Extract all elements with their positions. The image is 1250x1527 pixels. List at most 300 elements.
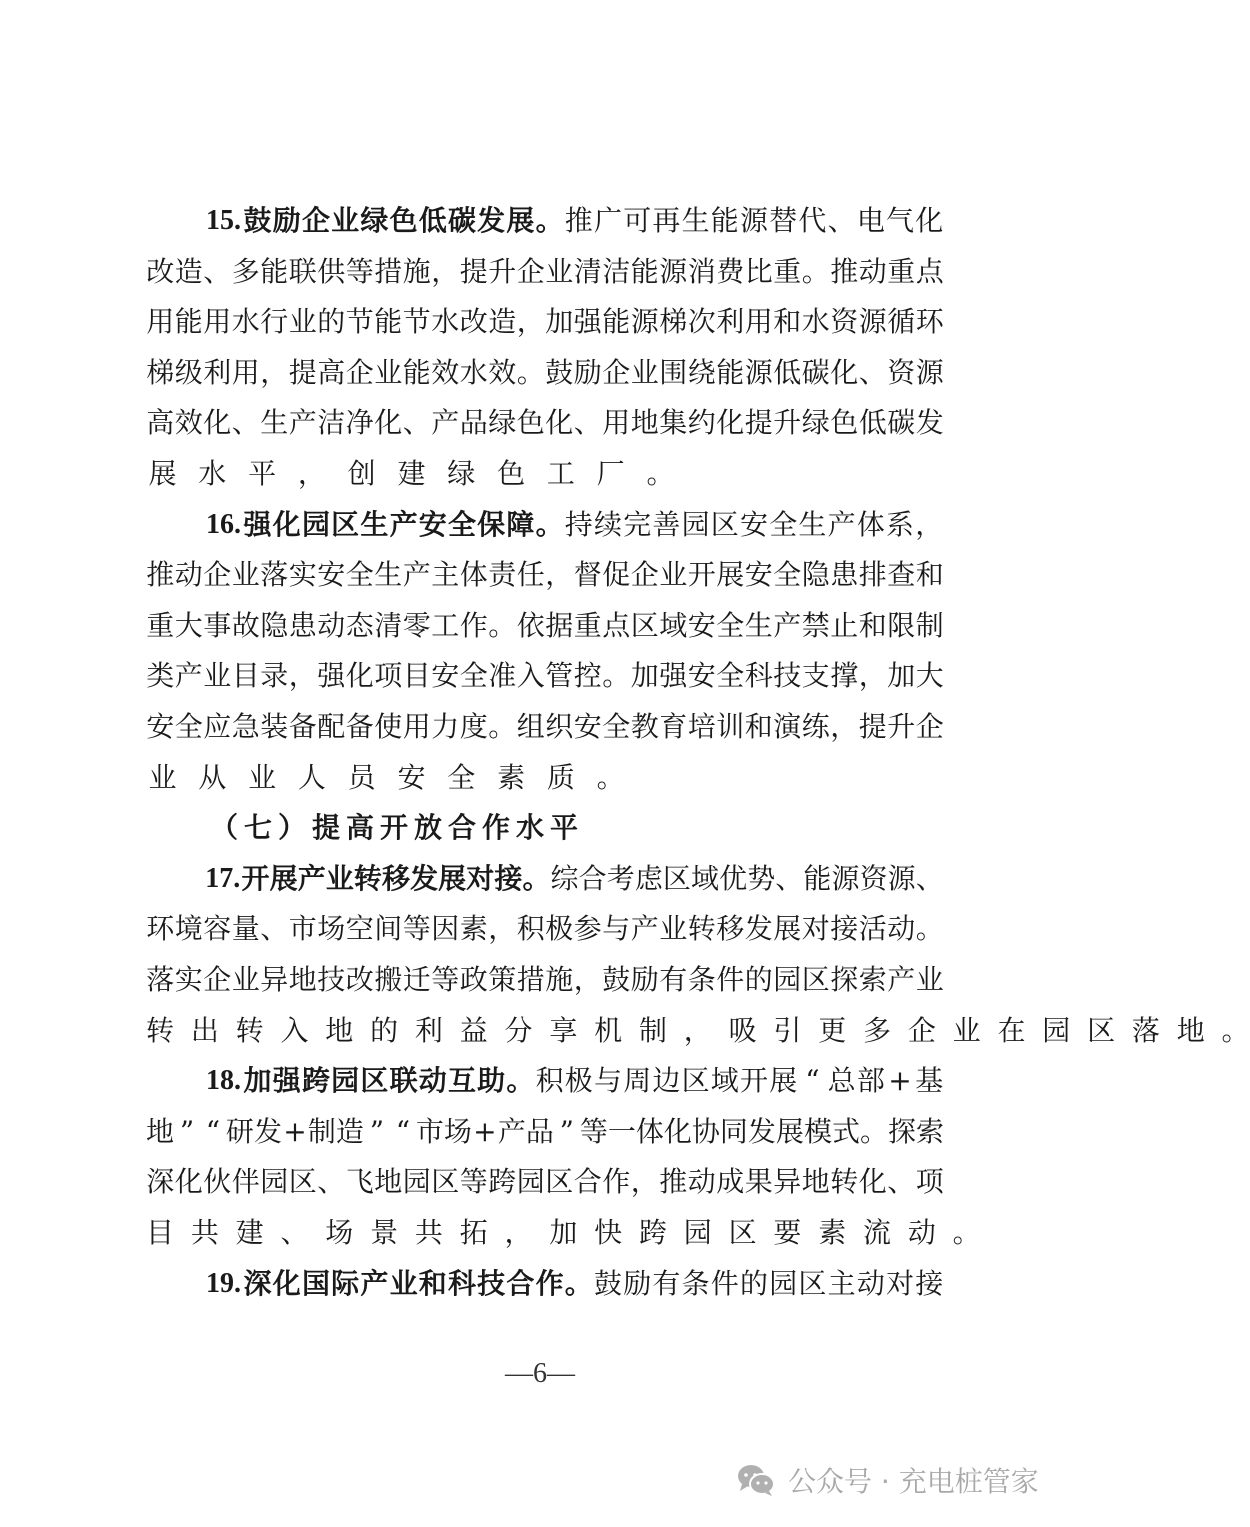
char: 总 [827, 1064, 856, 1098]
char: 备 [288, 710, 317, 743]
char: 气 [886, 204, 915, 237]
char: 目 [402, 659, 431, 693]
page-number: —6— [505, 1358, 575, 1389]
bold-char: 产 [297, 861, 326, 895]
char: 提 [459, 254, 488, 288]
char: 施 [545, 963, 574, 996]
char: 落 [260, 558, 289, 592]
char: ， [915, 507, 944, 541]
char: 、 [260, 912, 289, 946]
char: 效 [431, 355, 460, 389]
char: 地 [801, 1165, 830, 1199]
char: 、 [915, 861, 944, 895]
char: 拓 [459, 1216, 488, 1249]
char: 区 [798, 1266, 827, 1300]
char: ， [830, 710, 859, 743]
char: 业 [374, 355, 403, 389]
char: 研 [225, 1114, 254, 1148]
char: 据 [545, 608, 574, 642]
char: 件 [710, 1266, 739, 1300]
char: 善 [652, 507, 681, 541]
text-line [146, 1208, 981, 1258]
char: 质 [546, 760, 575, 794]
bold-char: 移 [381, 861, 410, 895]
char: 重 [887, 254, 916, 288]
char: 果 [744, 1165, 773, 1199]
char: 有 [659, 963, 688, 996]
char: 用 [231, 355, 260, 389]
char: 能 [602, 305, 631, 339]
char: 。 [602, 659, 631, 693]
char: 安 [317, 558, 346, 592]
char: “ [395, 1114, 411, 1148]
char: 实 [174, 963, 203, 996]
char: 多 [231, 254, 260, 288]
char: 能 [803, 861, 832, 895]
char: 地 [374, 1165, 403, 1199]
char: 业 [288, 305, 317, 339]
char: 跨 [638, 1216, 667, 1249]
char: 转 [687, 912, 716, 946]
char: 育 [659, 710, 688, 743]
char: 化 [915, 204, 944, 237]
char: 资 [830, 305, 859, 339]
text-line [146, 1107, 944, 1157]
bold-char: 助 [477, 1064, 506, 1098]
char: 电 [856, 204, 885, 237]
bold-char: 发 [410, 861, 439, 895]
char: 患 [830, 558, 859, 592]
char: 区 [728, 1216, 757, 1249]
char: 主 [827, 1266, 856, 1300]
char: 厂 [596, 457, 625, 490]
char: 控 [573, 659, 602, 693]
bold-char: 作 [535, 1266, 564, 1300]
char: 综 [550, 861, 579, 895]
char: 力 [431, 710, 460, 743]
char: 循 [887, 305, 916, 339]
char: 持 [564, 507, 593, 541]
char: 洁 [317, 406, 346, 440]
char: 强 [317, 659, 346, 693]
char: 全 [602, 710, 631, 743]
char: 流 [863, 1216, 892, 1249]
char: 使 [374, 710, 403, 743]
bold-char: 联 [389, 1064, 418, 1098]
char: 隐 [260, 608, 289, 642]
char: 移 [716, 912, 745, 946]
char: 绿 [801, 406, 830, 440]
char: 督 [573, 558, 602, 592]
char: 业 [952, 1013, 981, 1047]
watermark [736, 1460, 1039, 1500]
char: 周 [623, 1064, 652, 1098]
bold-char: 展 [438, 861, 467, 895]
char: 加 [545, 305, 574, 339]
char: 动 [887, 912, 916, 946]
text-line [146, 247, 944, 297]
char: 作 [459, 608, 488, 642]
char: 势 [747, 861, 776, 895]
char: 参 [573, 912, 602, 946]
char: 生 [260, 406, 289, 440]
char: 造 [174, 254, 203, 288]
char: ” [369, 1114, 385, 1148]
char: 限 [887, 608, 916, 642]
char: 推 [564, 204, 593, 237]
char: 能 [716, 355, 745, 389]
char: 高 [317, 355, 346, 389]
text-line [146, 398, 944, 448]
char: 入 [516, 659, 545, 693]
bold-char: 绿 [360, 204, 389, 237]
char: 比 [744, 254, 773, 288]
char: 引 [773, 1013, 802, 1047]
char: 应 [203, 710, 232, 743]
char: 配 [317, 710, 346, 743]
char: 梯 [146, 355, 175, 389]
char: 对 [801, 912, 830, 946]
char: 。 [516, 355, 545, 389]
char: 入 [280, 1013, 309, 1047]
char: 、 [775, 861, 804, 895]
char: 迁 [402, 963, 431, 996]
bold-char: 对 [466, 861, 495, 895]
char: 生 [744, 608, 773, 642]
char: 边 [652, 1064, 681, 1098]
char: 演 [773, 710, 802, 743]
char: 利 [414, 1013, 443, 1047]
char: 域 [691, 861, 720, 895]
char: 水 [198, 457, 227, 490]
char: 碳 [801, 355, 830, 389]
char: 水 [459, 355, 488, 389]
char: 织 [545, 710, 574, 743]
char: 效 [488, 355, 517, 389]
char: 体 [459, 558, 488, 592]
char: 等 [579, 1114, 608, 1148]
char: 在 [997, 1013, 1026, 1047]
char: 展 [148, 457, 177, 490]
char: 企 [516, 254, 545, 288]
char: 化 [374, 406, 403, 440]
char: 地 [325, 1013, 354, 1047]
char: 可 [623, 204, 652, 237]
section-heading [210, 803, 584, 853]
char: 提 [744, 406, 773, 440]
char: 能 [260, 254, 289, 288]
char: 虑 [634, 861, 663, 895]
char: “ [805, 1064, 820, 1098]
char: ， [504, 1216, 533, 1249]
char: 建 [235, 1216, 264, 1249]
char: 地 [630, 406, 659, 440]
char: 产 [827, 507, 856, 541]
bold-char: 和 [418, 1266, 447, 1300]
char: 全 [345, 558, 374, 592]
char: 能 [374, 305, 403, 339]
char: 安 [687, 659, 716, 693]
text-line [146, 1006, 1250, 1056]
char: 园 [516, 1165, 545, 1199]
char: 鼓 [593, 1266, 622, 1300]
text-line [146, 297, 944, 347]
char: 依 [516, 608, 545, 642]
char: 任 [516, 558, 545, 592]
char: 业 [659, 558, 688, 592]
char: 态 [345, 608, 374, 642]
char: 查 [887, 558, 916, 592]
char: 。 [596, 760, 625, 794]
bold-char: 深 [243, 1266, 272, 1300]
bold-char: 国 [301, 1266, 330, 1300]
char: 发 [744, 912, 773, 946]
char: 更 [818, 1013, 847, 1047]
char: 、 [317, 1165, 346, 1199]
char: 件 [716, 963, 745, 996]
char: 大 [174, 608, 203, 642]
bold-char: 化 [272, 507, 301, 541]
char: 度 [459, 710, 488, 743]
char: 工 [546, 457, 575, 490]
char: 促 [602, 558, 631, 592]
char: “ [205, 1114, 221, 1148]
char: 域 [659, 608, 688, 642]
char: 成 [716, 1165, 745, 1199]
text-line [204, 500, 944, 550]
char: 化 [663, 1114, 692, 1148]
char: 区 [662, 861, 691, 895]
char: 区 [1087, 1013, 1116, 1047]
char: 要 [773, 1216, 802, 1249]
char: 色 [516, 406, 545, 440]
bold-char: 业 [331, 204, 360, 237]
char: 化 [203, 406, 232, 440]
char: 部 [856, 1064, 885, 1098]
char: 企 [602, 355, 631, 389]
char: 企 [345, 355, 374, 389]
char: 。 [915, 912, 944, 946]
char: 开 [687, 558, 716, 592]
char: 准 [488, 659, 517, 693]
char: 化 [716, 406, 745, 440]
char: 式 [831, 1114, 860, 1148]
bold-char: 全 [447, 507, 476, 541]
char: 全 [459, 659, 488, 693]
char: 源 [887, 861, 916, 895]
char: 零 [402, 608, 431, 642]
bold-char: 。 [506, 1064, 535, 1098]
char: 洁 [602, 254, 631, 288]
char: 园 [683, 1216, 712, 1249]
char: ， [545, 558, 574, 592]
char: 等 [459, 1165, 488, 1199]
char: 策 [488, 963, 517, 996]
char: 广 [593, 204, 622, 237]
char: 主 [431, 558, 460, 592]
char: 源 [915, 355, 944, 389]
char: 政 [459, 963, 488, 996]
char: 组 [516, 710, 545, 743]
char: 同 [719, 1114, 748, 1148]
char: 绿 [447, 457, 476, 490]
char: 升 [887, 710, 916, 743]
char: 能 [402, 355, 431, 389]
bold-char: 。 [535, 507, 564, 541]
char: 生 [681, 204, 710, 237]
char: ， [630, 1165, 659, 1199]
char: 品 [459, 406, 488, 440]
char: 高 [146, 406, 175, 440]
bold-char: 技 [477, 1266, 506, 1300]
char: 措 [374, 254, 403, 288]
char: 升 [488, 254, 517, 288]
char: 素 [497, 760, 526, 794]
char: 措 [516, 963, 545, 996]
char: 索 [858, 963, 887, 996]
char: 飞 [345, 1165, 374, 1199]
bold-char: 区 [360, 1064, 389, 1098]
bold-char: 合 [506, 1266, 535, 1300]
bold-char: 展 [269, 861, 298, 895]
char: 极 [564, 1064, 593, 1098]
char: 园 [773, 963, 802, 996]
char: 鼓 [602, 963, 631, 996]
char: 故 [231, 608, 260, 642]
char: 用 [602, 406, 631, 440]
char: ” [179, 1114, 195, 1148]
bold-char: 转 [353, 861, 382, 895]
text-line [146, 348, 944, 398]
char: 境 [174, 912, 203, 946]
char: 资 [859, 861, 888, 895]
char: 、 [402, 406, 431, 440]
char: 利 [716, 305, 745, 339]
char: 从 [198, 760, 227, 794]
char: 优 [719, 861, 748, 895]
char: ， [260, 355, 289, 389]
char: 的 [317, 305, 346, 339]
char: 量 [231, 912, 260, 946]
char: 加 [549, 1216, 578, 1249]
char: 安 [146, 710, 175, 743]
bold-char: 18. [205, 1065, 241, 1097]
text-line [146, 904, 944, 954]
text-line [204, 1056, 944, 1106]
char: 源 [744, 355, 773, 389]
char: 园 [681, 507, 710, 541]
char: 搬 [374, 963, 403, 996]
char: 励 [573, 355, 602, 389]
char: 制 [638, 1013, 667, 1047]
char: 业 [148, 760, 177, 794]
bold-char: 科 [447, 1266, 476, 1300]
char: 间 [374, 912, 403, 946]
char: 产 [431, 406, 460, 440]
char: 次 [687, 305, 716, 339]
char: 隐 [801, 558, 830, 592]
char: 等 [431, 963, 460, 996]
char: 场 [443, 1114, 472, 1148]
char: 积 [516, 912, 545, 946]
bold-char: 展 [506, 204, 535, 237]
char: 碳 [887, 406, 916, 440]
char: 。 [1221, 1013, 1250, 1047]
char: 备 [345, 710, 374, 743]
char: 一 [607, 1114, 636, 1148]
bold-char: 产 [360, 1266, 389, 1300]
bold-char: 安 [418, 507, 447, 541]
bold-char: 碳 [447, 204, 476, 237]
bold-char: 低 [418, 204, 447, 237]
char: ， [297, 457, 326, 490]
char: 素 [818, 1216, 847, 1249]
char: 动 [317, 608, 346, 642]
text-line [146, 955, 944, 1005]
char: 色 [830, 406, 859, 440]
char: 提 [858, 710, 887, 743]
watermark-text: 公众号 · 充电桩管家 [788, 1465, 1039, 1498]
char: ， [573, 963, 602, 996]
char: 地 [288, 963, 317, 996]
char: 目 [231, 659, 260, 693]
char: 、 [231, 406, 260, 440]
wechat-icon [736, 1463, 776, 1497]
char: 化 [830, 355, 859, 389]
char: 区 [288, 1165, 317, 1199]
char: 全 [716, 659, 745, 693]
char: 安 [744, 558, 773, 592]
char: 与 [602, 912, 631, 946]
char: 制 [915, 608, 944, 642]
char: 全 [716, 608, 745, 642]
char: 强 [573, 305, 602, 339]
char: 。 [952, 1216, 981, 1249]
bold-char: 。 [522, 861, 551, 895]
char: 产 [887, 963, 916, 996]
char: 模 [803, 1114, 832, 1148]
char: 能 [710, 204, 739, 237]
char: 积 [535, 1064, 564, 1098]
char: 的 [370, 1013, 399, 1047]
text-line [146, 753, 944, 803]
char: 集 [659, 406, 688, 440]
char: 转 [235, 1013, 264, 1047]
char: 源 [659, 254, 688, 288]
char: 基 [915, 1064, 944, 1098]
char: 平 [248, 457, 277, 490]
char: 异 [773, 1165, 802, 1199]
char: 安 [397, 760, 426, 794]
char: 和 [744, 710, 773, 743]
char: 场 [325, 1216, 354, 1249]
char: 点 [602, 608, 631, 642]
char: 清 [573, 254, 602, 288]
char: 多 [863, 1013, 892, 1047]
char: 企 [203, 963, 232, 996]
char: + [283, 1114, 307, 1148]
char: 深 [146, 1165, 175, 1199]
char: 能 [630, 254, 659, 288]
char: 业 [231, 963, 260, 996]
char: 机 [594, 1013, 623, 1047]
char: 和 [915, 558, 944, 592]
char: 源 [740, 204, 769, 237]
char: 发 [747, 1114, 776, 1148]
char: 用 [146, 305, 175, 339]
bold-char: 励 [272, 204, 301, 237]
char: 励 [630, 963, 659, 996]
